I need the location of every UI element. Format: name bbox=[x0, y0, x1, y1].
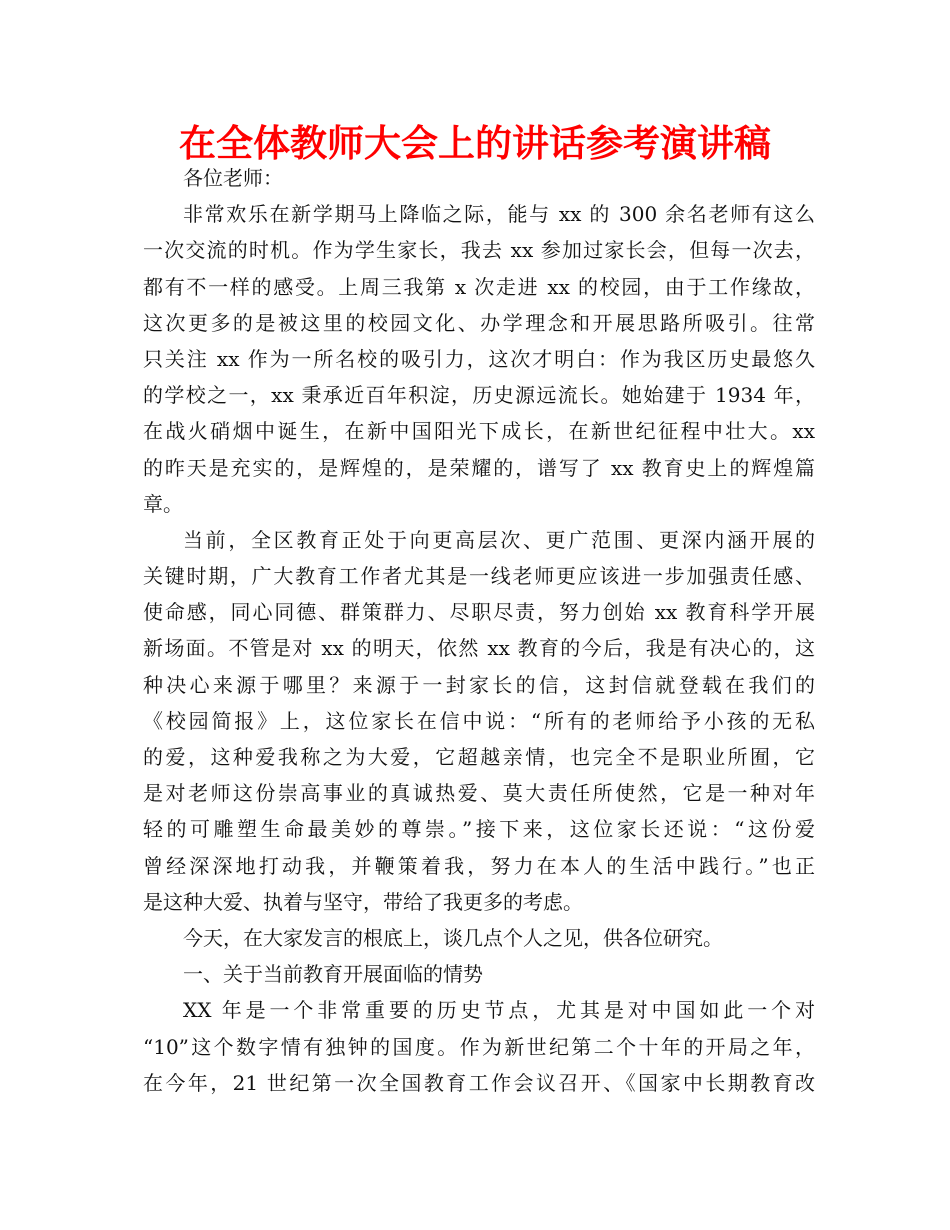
paragraph-line: 今天，在大家发言的根底上，谈几点个人之见，供各位研究。 bbox=[183, 925, 723, 950]
document-body bbox=[143, 160, 815, 1101]
document-title: 在全体教师大会上的讲话参考演讲稿 bbox=[179, 122, 771, 165]
paragraph-line: 轻的可雕塑生命最美妙的尊崇。”接下来，这位家长还说：“这份爱 bbox=[143, 817, 815, 842]
paragraph-line: 的爱，这种爱我称之为大爱，它超越亲情，也完全不是职业所囿，它 bbox=[143, 745, 815, 769]
paragraph-line: 这次更多的是被这里的校园文化、办学理念和开展思路所吸引。往常 bbox=[143, 310, 815, 335]
paragraph-line: 种决心来源于哪里？来源于一封家长的信，这封信就登载在我们的 bbox=[143, 672, 815, 697]
paragraph-line: 新场面。不管是对 xx 的明天，依然 xx 教育的今后，我是有决心的，这 bbox=[143, 636, 815, 661]
paragraph-line: 非常欢乐在新学期马上降临之际，能与 xx 的 300 余名老师有这么 bbox=[183, 202, 815, 227]
paragraph-line: 关键时期，广大教育工作者尤其是一线老师更应该进一步加强责任感、 bbox=[143, 564, 815, 589]
salutation: 各位老师： bbox=[183, 166, 283, 190]
paragraph-line: 章。 bbox=[143, 491, 183, 516]
paragraph-line: “10”这个数字情有独钟的国度。作为新世纪第二个十年的开局之年， bbox=[143, 1034, 815, 1059]
paragraph-line: 《校园简报》上，这位家长在信中说：“所有的老师给予小孩的无私 bbox=[143, 708, 815, 733]
paragraph-line: 当前，全区教育正处于向更高层次、更广范围、更深内涵开展的 bbox=[183, 527, 815, 552]
paragraph-line: 是这种大爱、执着与坚守，带给了我更多的考虑。 bbox=[143, 889, 583, 914]
paragraph-line: XX 年是一个非常重要的历史节点，尤其是对中国如此一个对 bbox=[183, 998, 815, 1023]
paragraph-line: 一次交流的时机。作为学生家长，我去 xx 参加过家长会，但每一次去， bbox=[143, 238, 815, 263]
section-heading: 一、关于当前教育开展面临的情势 bbox=[183, 962, 483, 987]
paragraph-line: 是对老师这份崇高事业的真诚热爱、莫大责任所使然，它是一种对年 bbox=[143, 781, 815, 806]
paragraph-line: 在今年，21 世纪第一次全国教育工作会议召开、《国家中长期教育改 bbox=[143, 1070, 815, 1095]
paragraph-line: 曾经深深地打动我，并鞭策着我，努力在本人的生活中践行。”也正 bbox=[143, 853, 815, 878]
paragraph-line: 的昨天是充实的，是辉煌的，是荣耀的，谱写了 xx 教育史上的辉煌篇 bbox=[143, 455, 815, 480]
paragraph-line: 在战火硝烟中诞生，在新中国阳光下成长，在新世纪征程中壮大。xx bbox=[143, 419, 815, 444]
paragraph-line: 的学校之一，xx 秉承近百年积淀，历史源远流长。她始建于 1934 年， bbox=[143, 383, 815, 408]
paragraph-line: 使命感，同心同德、群策群力、尽职尽责，努力创始 xx 教育科学开展 bbox=[143, 600, 815, 625]
paragraph-line: 只关注 xx 作为一所名校的吸引力，这次才明白：作为我区历史最悠久 bbox=[143, 346, 815, 371]
paragraph-line: 都有不一样的感受。上周三我第 x 次走进 xx 的校园，由于工作缘故， bbox=[143, 274, 815, 299]
